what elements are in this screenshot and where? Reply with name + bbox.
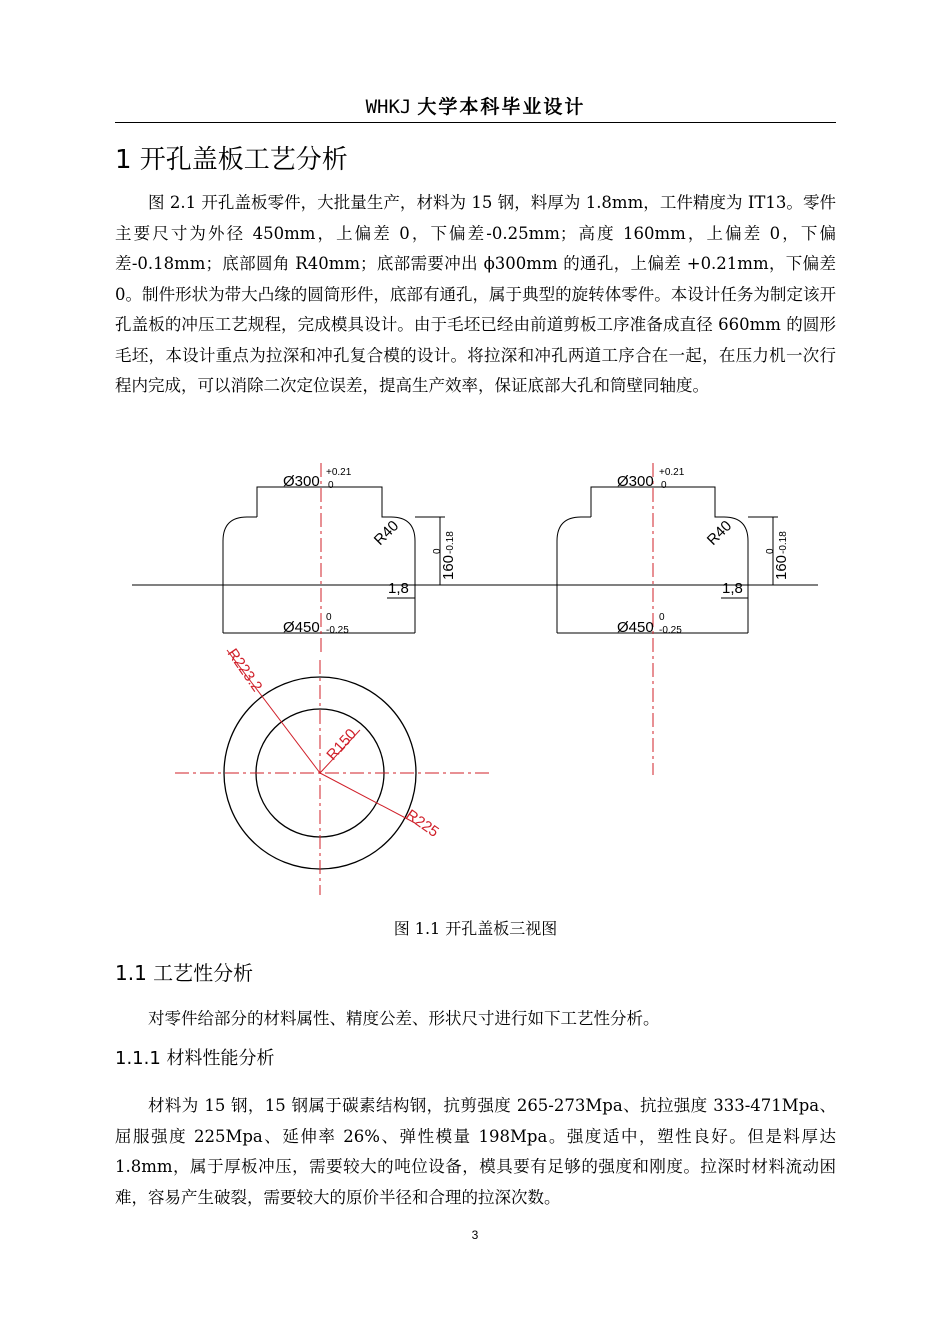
hole-radius-label: R150 <box>323 725 360 764</box>
header-rule <box>115 122 836 123</box>
outer-dia-label: Ø450 <box>283 619 320 636</box>
subsection-heading: 1.1 工艺性分析 <box>115 961 254 985</box>
height-sub-right: -0.18 <box>778 531 789 554</box>
header-title: 大学本科毕业设计 <box>417 96 586 118</box>
hole-dia-sub: 0 <box>328 480 334 491</box>
header-brand: WHKJ <box>365 96 412 118</box>
height-label-right: 160 <box>773 554 790 580</box>
thickness-label: 1,8 <box>388 580 409 597</box>
outer-dia-sub: -0.25 <box>326 625 349 636</box>
outer-dia-sup-right: 0 <box>659 612 665 623</box>
front-view-right <box>557 487 778 633</box>
hole-dia-label: Ø300 <box>283 473 320 490</box>
radius-label: R40 <box>370 517 403 549</box>
section-heading: 1 开孔盖板工艺分析 <box>115 145 348 175</box>
height-sup-right: 0 <box>765 548 776 554</box>
thickness-label-right: 1,8 <box>722 580 743 597</box>
outer-dia-sup: 0 <box>326 612 332 623</box>
hole-dia-label-right: Ø300 <box>617 473 654 490</box>
outer-dia-sub-right: -0.25 <box>659 625 682 636</box>
material-paragraph: 材料为 15 钢，15 钢属于碳素结构钢，抗剪强度 265-273Mpa、抗拉强度 333-471Mpa、屈服强度 225Mpa、延伸率 26%、弹性模量 198Mpa。强度适中，塑性良好。但是料厚达 1.8mm，属于厚板冲压，需要较大的吨位设备，模具要有足够的强度和刚度。拉深时材料流动困难，容易产生破裂，需要较大的原价半径和合理的拉深次数。 <box>115 1096 836 1207</box>
outer-dia-label-right: Ø450 <box>617 619 654 636</box>
height-sup: 0 <box>432 548 443 554</box>
height-sub: -0.18 <box>445 531 456 554</box>
page-header <box>115 92 836 122</box>
figure-caption: 图 1.1 开孔盖板三视图 <box>393 919 558 938</box>
hole-dia-sup: +0.21 <box>326 467 352 478</box>
subsection-paragraph: 对零件给部分的材料属性、精度公差、形状尺寸进行如下工艺性分析。 <box>148 1009 660 1028</box>
hole-dia-sub-right: 0 <box>661 480 667 491</box>
front-view-left <box>223 487 445 633</box>
subsubsection-heading: 1.1.1 材料性能分析 <box>115 1048 275 1069</box>
blank-radius-label: R223.2 <box>223 645 266 695</box>
intro-paragraph: 图 2.1 开孔盖板零件，大批量生产，材料为 15 钢，料厚为 1.8mm，工件精度为 IT13。零件主要尺寸为外径 450mm，上偏差 0，下偏差-0.25mm；高度 160mm，上偏差 0，下偏差-0.18mm；底部圆角 R40mm；底部需要冲出 ϕ300mm 的通孔，上偏差 +0.21mm，下偏差 0。制件形状为带大凸缘的圆筒形件，底部有通孔，属于典型的旋转体零件。本设计任务为制定该开孔盖板的冲压工艺规程，完成模具设计。由于毛坯已经由前道剪板工序准备成直径 660mm 的圆形毛坯，本设计重点为拉深和冲孔复合模的设计。将拉深和冲孔两道工序合在一起，在压力机一次行程内完成，可以消除二次定位误差，提高生产效率，保证底部大孔和筒壁同轴度。 <box>115 193 836 395</box>
outer-radius-label: R225 <box>402 806 442 841</box>
three-view-drawing <box>115 455 836 900</box>
page-number: 3 <box>471 1228 479 1242</box>
top-view-centerlines <box>175 660 490 895</box>
height-label: 160 <box>440 554 457 580</box>
hole-dia-sup-right: +0.21 <box>659 467 685 478</box>
radius-label-right: R40 <box>703 517 736 549</box>
